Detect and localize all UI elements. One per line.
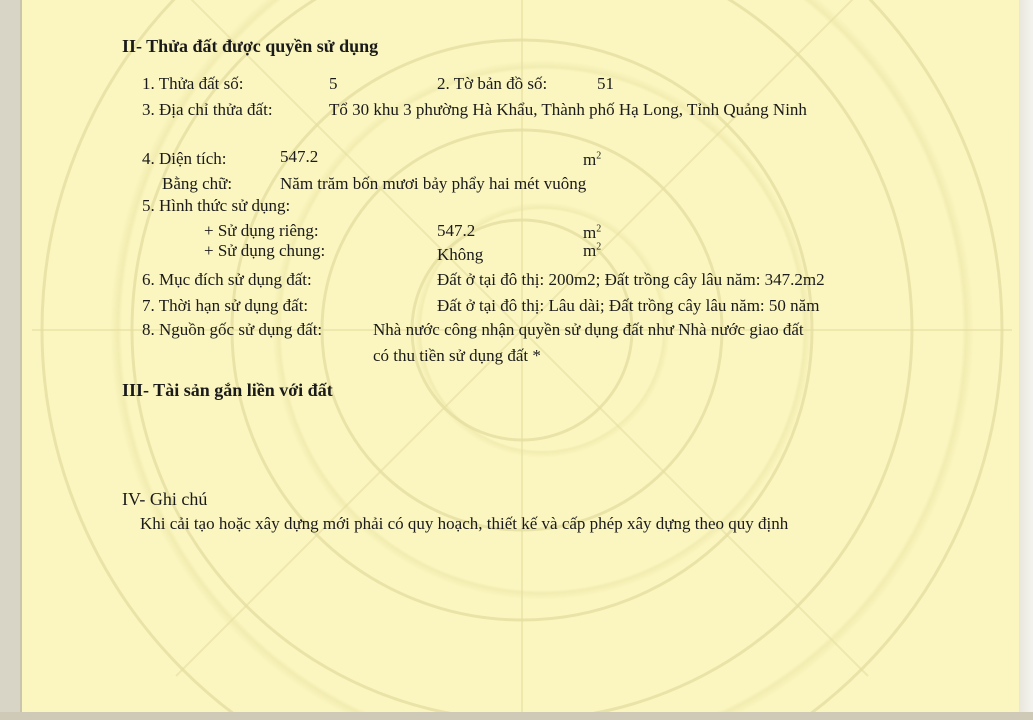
scan-edge-bottom <box>0 712 1033 720</box>
area-in-words-value: Năm trăm bốn mươi bảy phẩy hai mét vuông <box>280 174 587 193</box>
note-text: Khi cải tạo hoặc xây dựng mới phải có quy hoạch, thiết kế và cấp phép xây dựng theo quy định <box>140 514 789 533</box>
land-origin-value-line2: có thu tiền sử dụng đất * <box>373 346 541 365</box>
land-purpose-label: 6. Mục đích sử dụng đất: <box>142 270 312 289</box>
area-unit: $m^2$ <box>583 150 602 169</box>
parcel-number-value: 5 <box>329 74 338 93</box>
area-label: 4. Diện tích: <box>142 149 227 168</box>
section-4-heading: IV- Ghi chú <box>122 489 208 509</box>
scan-edge-right <box>1019 0 1033 720</box>
land-origin-value-line1: Nhà nước công nhận quyền sử dụng đất như Nhà nước giao đất <box>373 320 804 339</box>
land-purpose-value: Đất ở tại đô thị: 200m2; Đất trồng cây lâu năm: 347.2m2 <box>437 270 825 289</box>
usage-term-label: 7. Thời hạn sử dụng đất: <box>142 296 309 315</box>
area-in-words-label: Bằng chữ: <box>162 174 233 193</box>
map-sheet-label: 2. Tờ bản đồ số: <box>437 74 548 93</box>
section-2-heading: II- Thửa đất được quyền sử dụng <box>122 36 379 56</box>
private-use-unit: $m^2$ <box>583 223 602 242</box>
usage-term-value: Đất ở tại đô thị: Lâu dài; Đất trồng cây lâu năm: 50 năm <box>437 296 820 315</box>
usage-form-label: 5. Hình thức sử dụng: <box>142 196 291 215</box>
address-value: Tổ 30 khu 3 phường Hà Khẩu, Thành phố Hạ Long, Tỉnh Quảng Ninh <box>329 100 807 119</box>
shared-use-unit: $m^2$ <box>583 241 602 260</box>
area-value: 547.2 <box>280 147 319 166</box>
private-use-value: 547.2 <box>437 221 476 240</box>
shared-use-label: + Sử dụng chung: <box>204 241 326 260</box>
parcel-number-label: 1. Thửa đất số: <box>142 74 244 93</box>
private-use-label: + Sử dụng riêng: <box>204 221 319 240</box>
land-origin-label: 8. Nguồn gốc sử dụng đất: <box>142 320 323 339</box>
map-sheet-value: 51 <box>597 74 614 93</box>
shared-use-value: Không <box>437 245 484 264</box>
address-label: 3. Địa chỉ thửa đất: <box>142 100 273 119</box>
certificate-page <box>20 0 1022 714</box>
section-3-heading: III- Tài sản gắn liền với đất <box>122 380 333 400</box>
